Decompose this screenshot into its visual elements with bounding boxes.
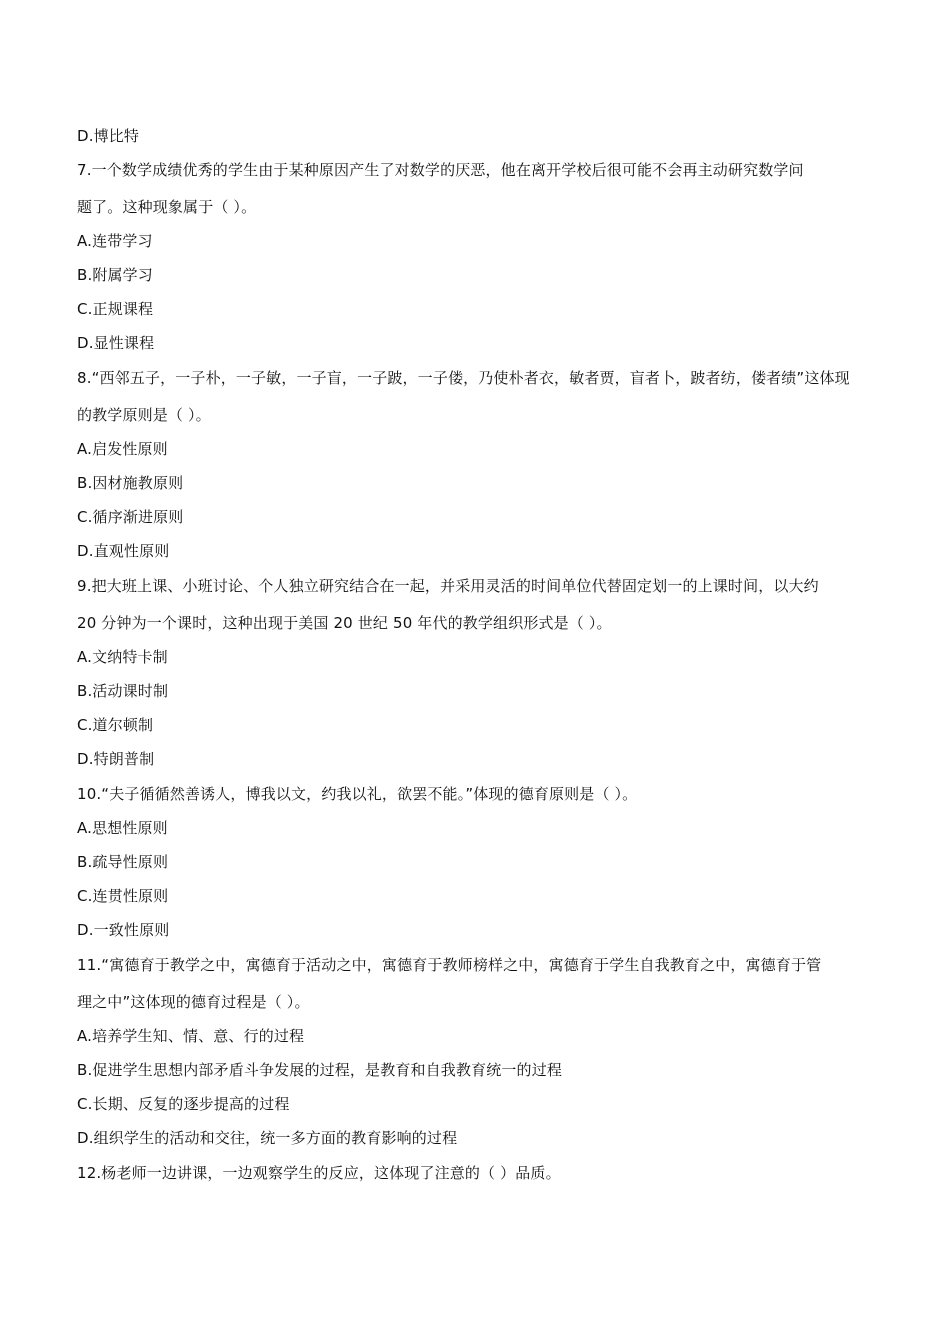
- q11-option-a: A.培养学生知、情、意、行的过程: [77, 1027, 305, 1045]
- q8-stem-line-1: 8.“西邻五子，一子朴，一子敏，一子盲，一子跛，一子偻，乃使朴者衣，敏者贾，盲者卜，跛者纺，偻者绩”这体现: [77, 369, 850, 387]
- q9-stem-line-2: 20 分钟为一个课时，这种出现于美国 20 世纪 50 年代的教学组织形式是（ ）。: [77, 614, 612, 632]
- q7-stem-line-1: 7.一个数学成绩优秀的学生由于某种原因产生了对数学的厌恶，他在离开学校后很可能不会再主动研究数学问: [77, 161, 804, 179]
- q8-option-a: A.启发性原则: [77, 440, 168, 458]
- q10-option-a: A.思想性原则: [77, 819, 168, 837]
- q11-option-c: C.长期、反复的逐步提高的过程: [77, 1095, 290, 1113]
- q8-option-b: B.因材施教原则: [77, 474, 184, 492]
- q10-option-c: C.连贯性原则: [77, 887, 169, 905]
- q9-option-c: C.道尔顿制: [77, 716, 154, 734]
- q10-option-d: D.一致性原则: [77, 921, 170, 939]
- q8-stem-line-2: 的教学原则是（ ）。: [77, 406, 211, 424]
- q11-stem-line-1: 11.“寓德育于教学之中，寓德育于活动之中，寓德育于教师榜样之中，寓德育于学生自我教育之中，寓德育于管: [77, 956, 822, 974]
- q8-option-c: C.循序渐进原则: [77, 508, 184, 526]
- q9-stem-line-1: 9.把大班上课、小班讨论、个人独立研究结合在一起，并采用灵活的时间单位代替固定划一的上课时间，以大约: [77, 577, 819, 595]
- q9-option-a: A.文纳特卡制: [77, 648, 168, 666]
- q11-stem-line-2: 理之中”这体现的德育过程是（ ）。: [77, 993, 310, 1011]
- q6-option-d: D.博比特: [77, 127, 140, 145]
- q12-stem: 12.杨老师一边讲课，一边观察学生的反应，这体现了注意的（ ）品质。: [77, 1164, 561, 1182]
- q8-option-d: D.直观性原则: [77, 542, 170, 560]
- q10-stem: 10.“夫子循循然善诱人，博我以文，约我以礼，欲罢不能。”体现的德育原则是（ ）。: [77, 785, 638, 803]
- q7-stem-line-2: 题了。这种现象属于（ ）。: [77, 198, 257, 216]
- q9-option-d: D.特朗普制: [77, 750, 155, 768]
- q9-option-b: B.活动课时制: [77, 682, 169, 700]
- q7-option-b: B.附属学习: [77, 266, 153, 284]
- q7-option-c: C.正规课程: [77, 300, 154, 318]
- q7-option-d: D.显性课程: [77, 334, 155, 352]
- q10-option-b: B.疏导性原则: [77, 853, 169, 871]
- q11-option-b: B.促进学生思想内部矛盾斗争发展的过程，是教育和自我教育统一的过程: [77, 1061, 563, 1079]
- q11-option-d: D.组织学生的活动和交往，统一多方面的教育影响的过程: [77, 1129, 458, 1147]
- q7-option-a: A.连带学习: [77, 232, 153, 250]
